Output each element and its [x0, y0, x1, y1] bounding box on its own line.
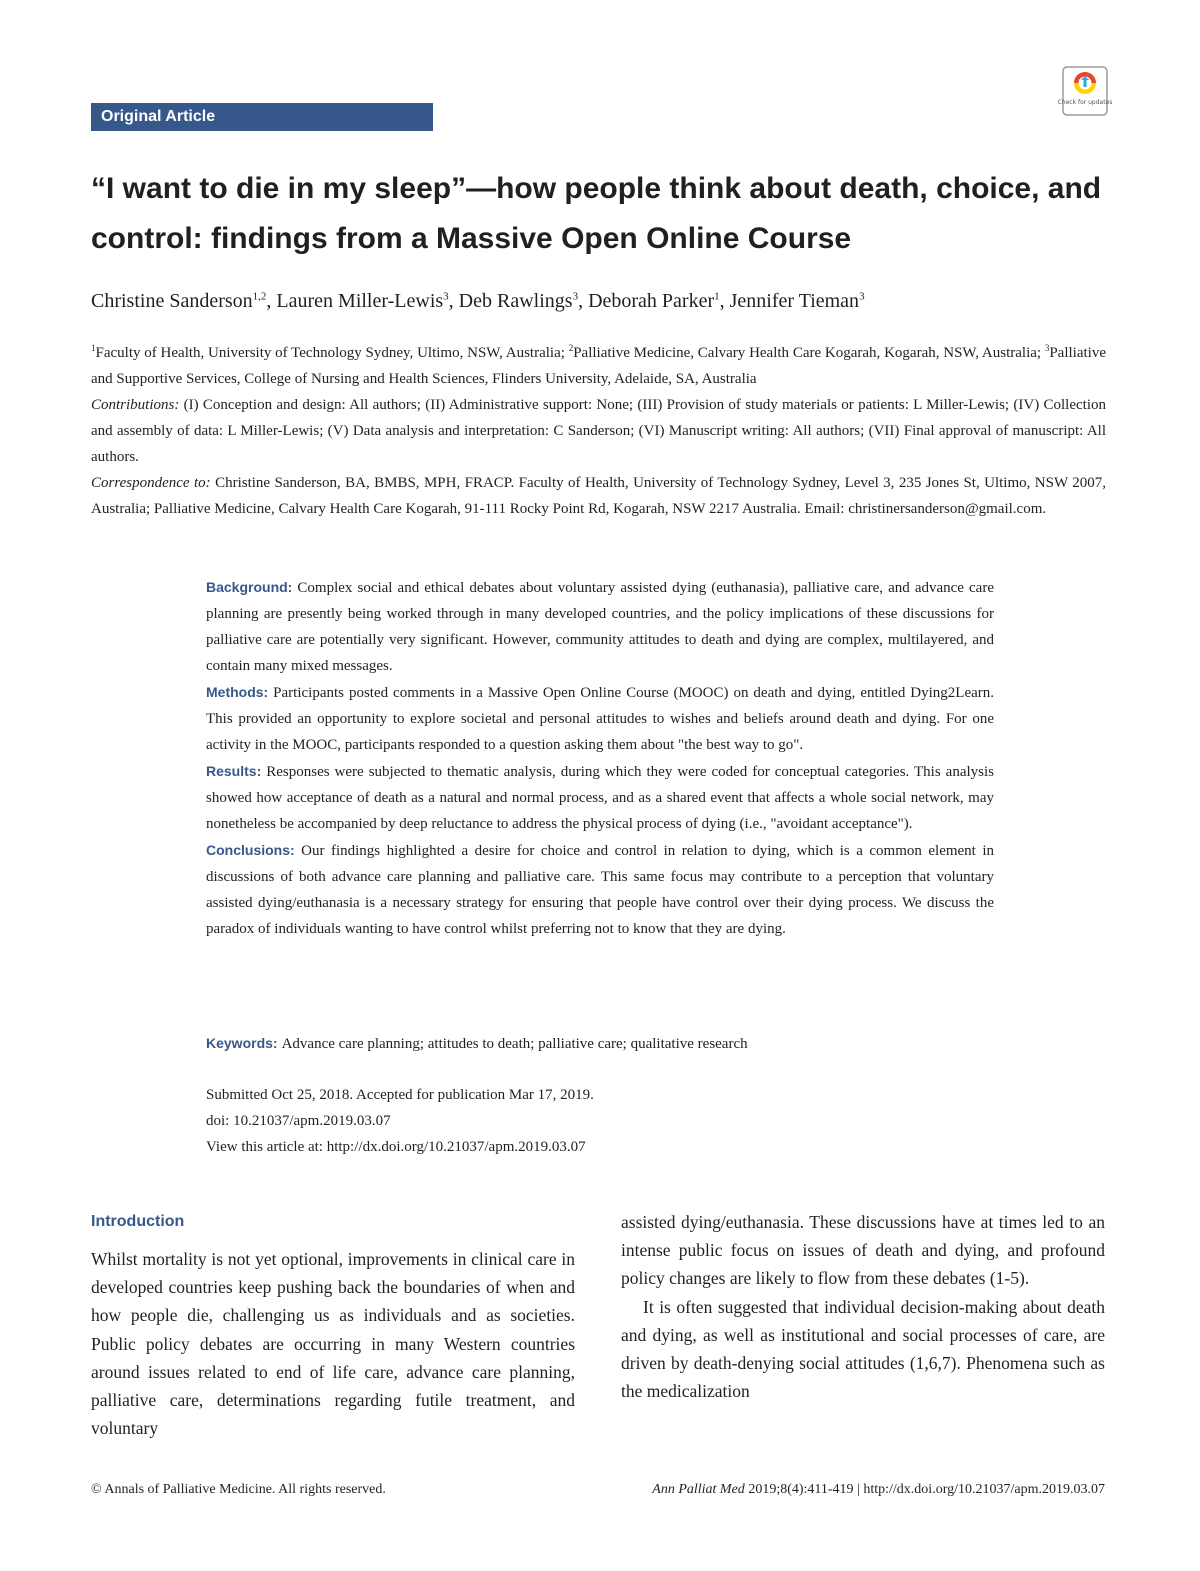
- author-list: Christine Sanderson$^{1,2}$, Lauren Miller-Lewis$^3$, Deb Rawlings$^3$, Deborah Parker$^1$, Jennifer Tieman$^3$: [91, 290, 865, 312]
- contributions: [91, 392, 1106, 470]
- view-article-link[interactable]: View this article at: http://dx.doi.org/10.21037/apm.2019.03.07: [206, 1139, 586, 1155]
- author: [588, 290, 720, 312]
- keywords-label: Keywords:: [206, 1035, 278, 1051]
- author: [459, 290, 578, 312]
- author-name: Deborah Parker: [588, 290, 715, 312]
- submission-info: [206, 1082, 1006, 1160]
- affiliation-text: Palliative Medicine, Calvary Health Care Kogarah, Kogarah, NSW, Australia;: [573, 345, 1045, 361]
- correspondence: [91, 470, 1106, 522]
- check-for-updates-icon[interactable]: [1057, 66, 1113, 116]
- affiliation-sup: 1: [91, 343, 96, 353]
- abstract-heading: Background:: [206, 579, 293, 595]
- abstract-text: Complex social and ethical debates about voluntary assisted dying (euthanasia), palliative care, and advance care planning are presently being worked through in many developed countries, and the policy implications of these discussions for palliative care are potentially very significant. However, community attitudes to death and dying are complex, multilayered, and contain many mixed messages.: [206, 580, 994, 674]
- article-title: “I want to die in my sleep”—how people think about death, choice, and control: findings from a Massive Open Online Course: [91, 172, 1102, 255]
- author: [91, 290, 266, 312]
- abstract-section: [206, 679, 994, 758]
- affiliation-sup: 3: [1044, 343, 1050, 353]
- abstract-heading: Methods:: [206, 684, 269, 700]
- body-paragraph: Whilst mortality is not yet optional, improvements in clinical care in developed countries keep pushing back the boundaries of when and how people die, challenging us as individuals and as societies. Public policy debates are occurring in many Western countries around issues related to end of life care, advance care planning, palliative care, determinations regarding futile treatment, and voluntary: [91, 1249, 575, 1439]
- body-paragraph: assisted dying/euthanasia. These discussions have at times led to an intense public focus on issues of death and dying, and profound policy changes are likely to flow from these debates (1-5).: [621, 1212, 1105, 1289]
- keywords-text: Advance care planning; attitudes to death; palliative care; qualitative research: [281, 1036, 748, 1052]
- body-column-left: [91, 1245, 575, 1442]
- affiliations: [91, 340, 1106, 392]
- author-affiliation-sup: 3: [859, 290, 865, 303]
- body-column-right: [621, 1208, 1105, 1405]
- affiliation-sup: 2: [568, 343, 574, 353]
- abstract-heading: Conclusions:: [206, 842, 295, 858]
- author: [276, 290, 448, 312]
- abstract-section: [206, 837, 994, 942]
- doi-line[interactable]: doi: 10.21037/apm.2019.03.07: [206, 1113, 391, 1129]
- correspondence-label: Correspondence to:: [91, 475, 211, 491]
- section-heading-introduction: Introduction: [91, 1213, 185, 1230]
- contributions-label: Contributions:: [91, 397, 180, 413]
- submission-dates: Submitted Oct 25, 2018. Accepted for publication Mar 17, 2019.: [206, 1087, 594, 1103]
- footer-copyright: © Annals of Palliative Medicine. All rights reserved.: [91, 1482, 386, 1497]
- abstract: [206, 574, 994, 942]
- author-affiliation-sup: 1,2: [252, 290, 267, 303]
- footer-journal: Ann Palliat Med: [652, 1482, 745, 1497]
- correspondence-text: Christine Sanderson, BA, BMBS, MPH, FRACP. Faculty of Health, University of Technology Sydney, Level 3, 235 Jones St, Ultimo, NSW 2007, Australia; Palliative Medicine, Calvary Health Care Kogarah, 91-111 Rocky Point Rd, Kogarah, NSW 2217 Australia. Email: christinersanderson@gmail.com.: [91, 475, 1106, 517]
- author-affiliation-sup: 1: [714, 290, 720, 303]
- author: [730, 290, 865, 312]
- abstract-text: Responses were subjected to thematic analysis, during which they were coded for conceptual categories. This analysis showed how acceptance of death as a natural and normal process, and as a shared event that affects a whole social network, may nonetheless be accompanied by deep reluctance to address the physical process of dying (i.e., "avoidant acceptance").: [206, 764, 994, 832]
- abstract-section: [206, 758, 994, 837]
- keywords: [206, 1030, 1006, 1057]
- affiliation-text: Palliative and Supportive Services, College of Nursing and Health Sciences, Flinders University, Adelaide, SA, Australia: [91, 345, 1106, 387]
- author-affiliation-sup: 3: [443, 290, 449, 303]
- contributions-text: (I) Conception and design: All authors; (II) Administrative support: None; (III) Provision of study materials or patients: L Miller-Lewis; (IV) Collection and assembly of data: L Miller-Lewis; (V) Data analysis and interpretation: C Sanderson; (VI) Manuscript writing: All authors; (VII) Final approval of manuscript: All authors.: [91, 397, 1106, 465]
- author-name: Deb Rawlings: [458, 290, 573, 312]
- abstract-section: [206, 574, 994, 679]
- check-badge-label: Check for updates: [1057, 99, 1113, 106]
- affiliation-text: Faculty of Health, University of Technology Sydney, Ultimo, NSW, Australia;: [95, 345, 569, 361]
- article-type-banner: Original Article: [91, 103, 433, 131]
- body-paragraph: It is often suggested that individual decision-making about death and dying, as well as institutional and social processes of care, are driven by death-denying social attitudes (1,6,7). Phenomena such as the medicalization: [621, 1296, 1105, 1402]
- abstract-text: Our findings highlighted a desire for choice and control in relation to dying, which is a common element in discussions of both advance care planning and palliative care. This same focus may contribute to a perception that voluntary assisted dying/euthanasia is a necessary strategy for ensuring that people have control over their dying process. We discuss the paradox of individuals wanting to have control whilst preferring not to know that they are dying.: [206, 843, 994, 937]
- author-name: Christine Sanderson: [91, 290, 253, 312]
- footer-citation-text[interactable]: 2019;8(4):411-419 | http://dx.doi.org/10.21037/apm.2019.03.07: [744, 1482, 1105, 1497]
- abstract-text: Participants posted comments in a Massive Open Online Course (MOOC) on death and dying, entitled Dying2Learn. This provided an opportunity to explore societal and personal attitudes to wishes and beliefs around death and dying. For one activity in the MOOC, participants responded to a question asking them about "the best way to go".: [206, 685, 994, 753]
- footer-citation: [555, 1480, 1105, 1500]
- author-name: Lauren Miller-Lewis: [276, 290, 444, 312]
- author-name: Jennifer Tieman: [729, 290, 860, 312]
- author-affiliation-sup: 3: [572, 290, 579, 303]
- abstract-heading: Results:: [206, 763, 262, 779]
